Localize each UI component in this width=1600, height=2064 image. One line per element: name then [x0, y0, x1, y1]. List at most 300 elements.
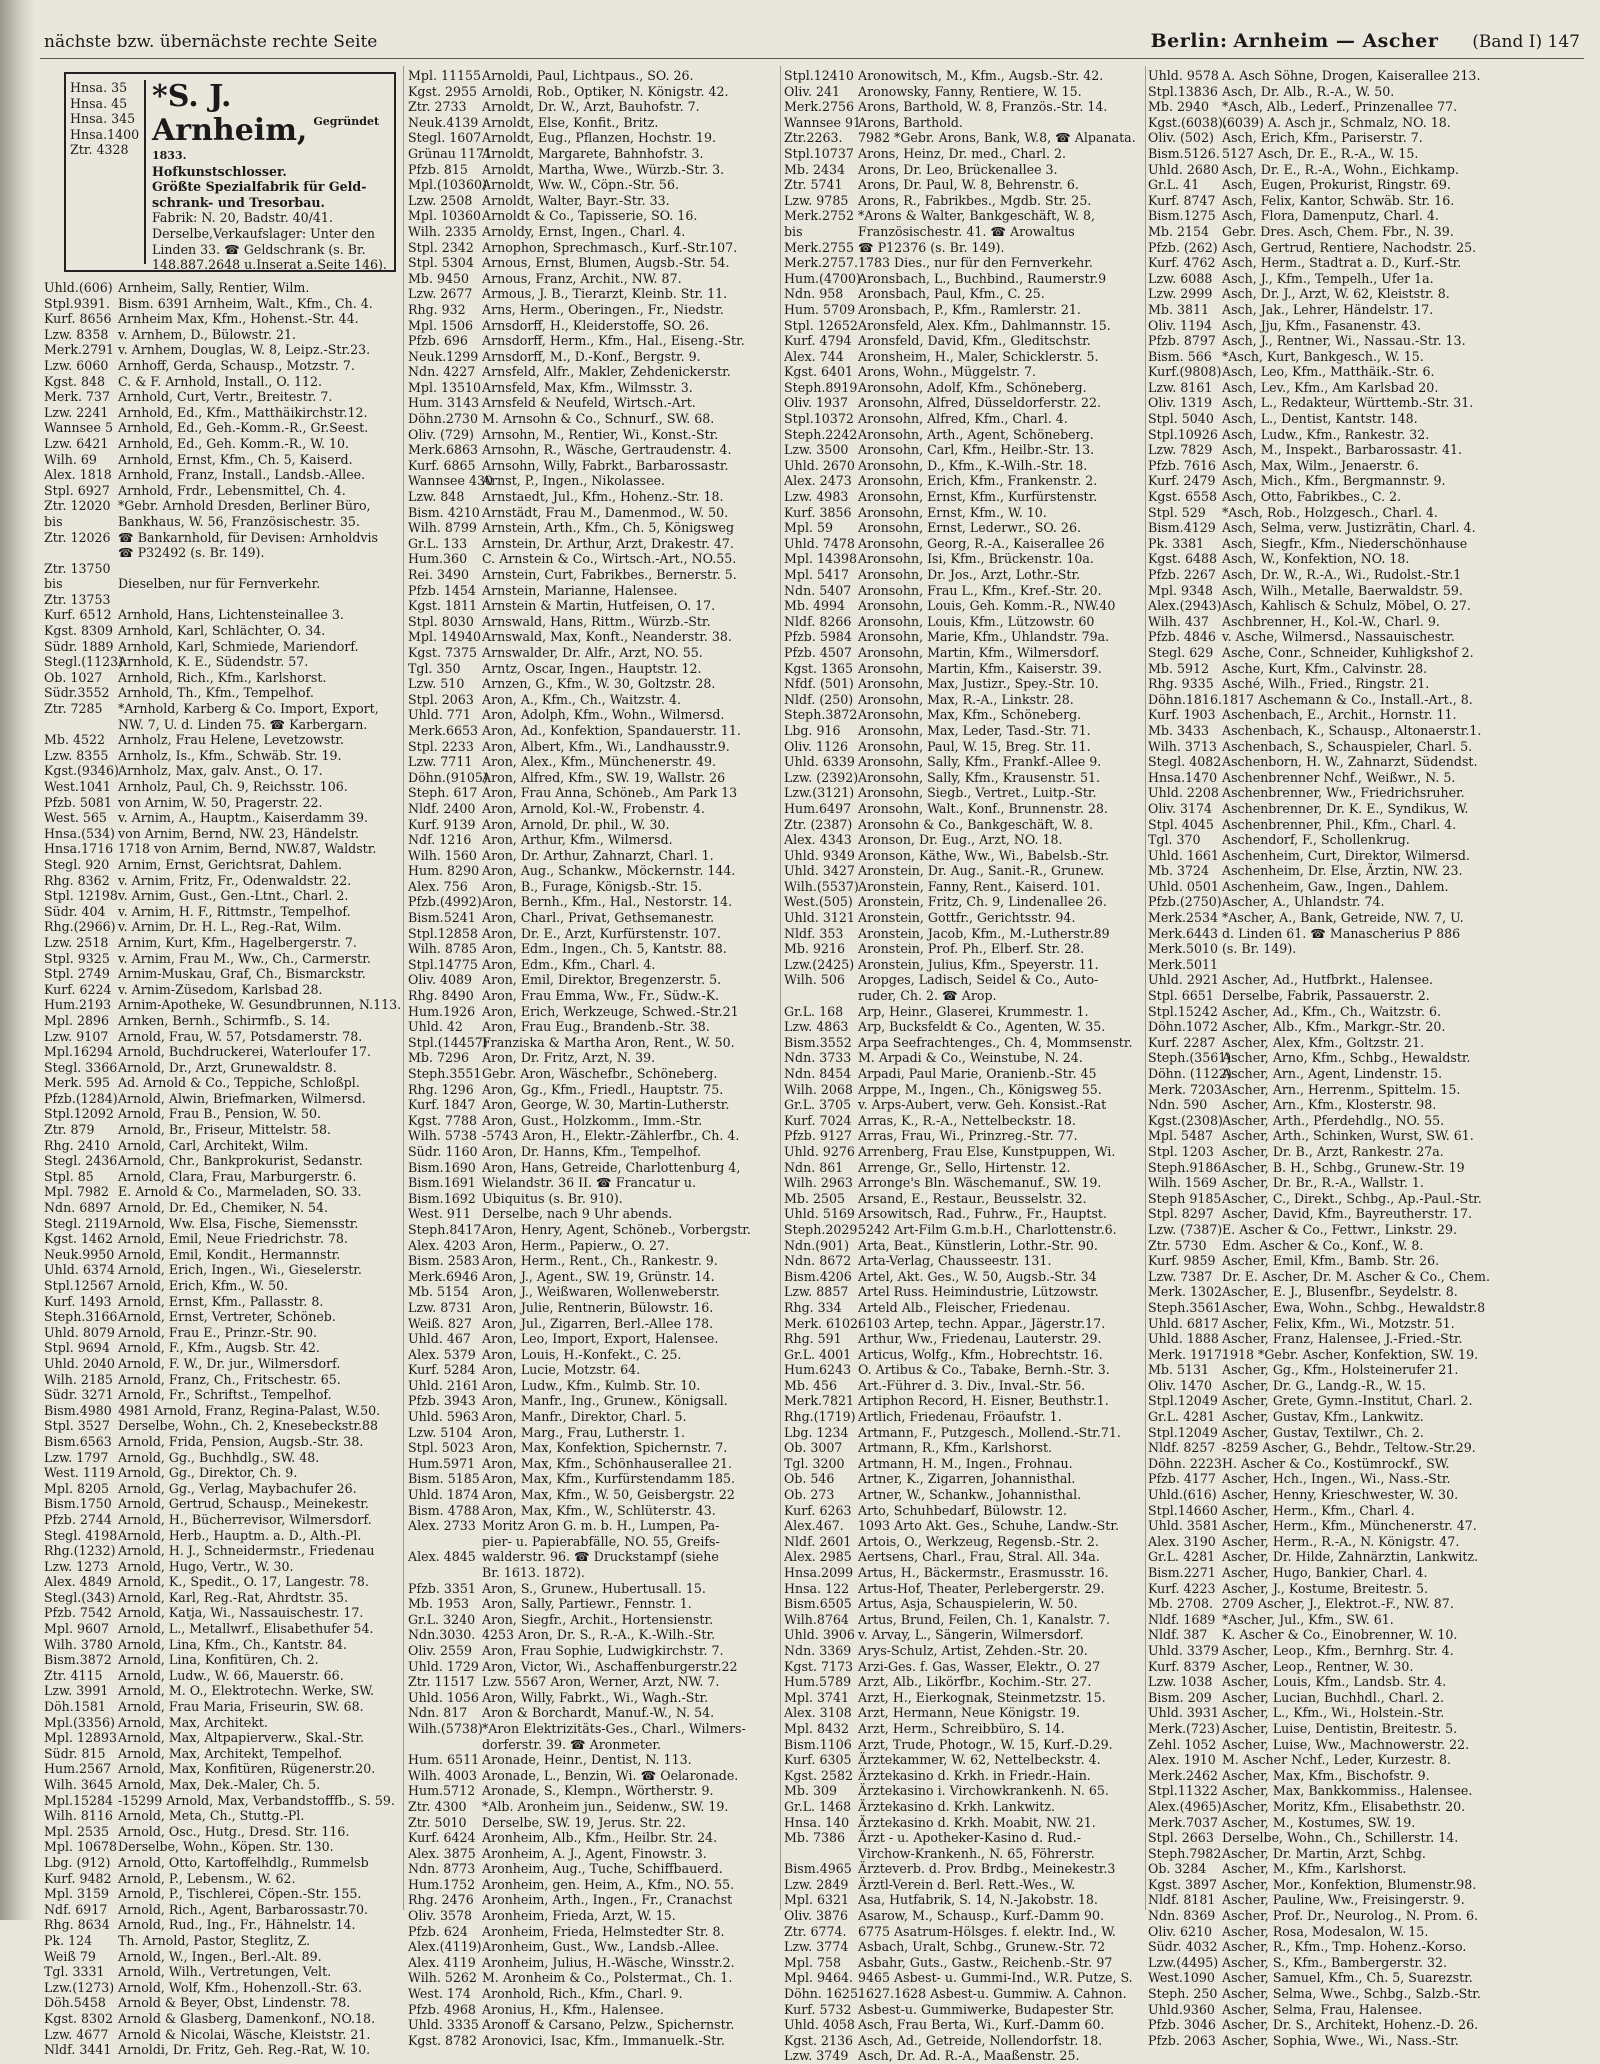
directory-entry: [408, 1222, 776, 1238]
entry-phone-code: Lzw. (7387): [1148, 1221, 1223, 1237]
entry-text: Arnoldi, Dr. Fritz, Geh. Reg.-Rat, W. 10.: [118, 2042, 371, 2058]
entry-text: 4981 Arnold, Franz, Regina-Palast, W.50.: [118, 1402, 381, 1418]
directory-entry: [784, 380, 1144, 396]
entry-phone-code: Oliv. (502): [1148, 130, 1214, 146]
entry-phone-code: Kurf. 1903: [1148, 707, 1216, 723]
entry-text: Arnold, Frau, W. 57, Potsdamerstr. 78.: [118, 1028, 363, 1044]
directory-entry: [408, 1004, 776, 1020]
entry-phone-code: Mb. 7386: [784, 1830, 846, 1846]
entry-text: Ascher, M., Kfm., Karlshorst.: [1222, 1861, 1407, 1877]
ad-founded: Gegründet 1833.: [152, 115, 380, 162]
entry-phone-code: West. 565: [44, 810, 107, 826]
entry-text: Aschenbrenner Nchf., Weißwr., N. 5.: [1222, 769, 1456, 785]
entry-phone-code: Pfzb. 5984: [784, 629, 852, 645]
entry-phone-code: Nldf. 353: [784, 925, 844, 941]
entry-text: Arnheim, Sally, Rentier, Wilm.: [118, 280, 310, 295]
entry-phone-code: Wannsee 91: [784, 114, 861, 130]
entry-text: Ascher, Emil, Kfm., Bamb. Str. 26.: [1222, 1253, 1440, 1269]
entry-phone-code: Nldf. 3441: [44, 2042, 112, 2058]
entry-phone-code: Stpl.10372: [784, 411, 854, 427]
entry-text: Ärztekasino d. Krkh. in Friedr.-Hain.: [858, 1767, 1091, 1783]
entry-phone-code: Bism. 566: [1148, 348, 1212, 364]
entry-text: Arnoldt, Walter, Bayr.-Str. 33.: [482, 192, 670, 208]
directory-entry: [1148, 395, 1584, 411]
entry-phone-code: Wilh.(5738): [408, 1720, 483, 1736]
entry-phone-code: Bism. 4210: [408, 504, 480, 520]
entry-text: Aron, Herm., Rent., Ch., Rankestr. 9.: [482, 1253, 718, 1269]
directory-entry: [408, 505, 776, 521]
entry-phone-code: Stegl. 2436: [44, 1153, 118, 1169]
ad-phone: Hnsa. 35: [70, 80, 128, 95]
entry-text: Aronsbach, Paul, Kfm., C. 25.: [858, 286, 1045, 302]
entry-text: Aronsohn, Alfred, Düsseldorferstr. 22.: [858, 395, 1102, 411]
entry-phone-code: Uhld. 5963: [408, 1409, 479, 1425]
directory-entry: [1148, 2002, 1584, 2018]
entry-phone-code: Lzw. 1797: [44, 1449, 109, 1465]
entry-phone-code: Ndn. 8454: [784, 1066, 852, 1081]
entry-phone-code: Wilh. 4003: [408, 1767, 477, 1783]
entry-phone-code: Hum.1752: [408, 1876, 476, 1892]
entry-text: Ascher, Dr. S., Architekt, Hohenz.-D. 26.: [1222, 2017, 1479, 2033]
entry-phone-code: Kurf. 8656: [44, 311, 112, 327]
directory-entry: [784, 1238, 1144, 1254]
entry-text: Aronsohn, Marie, Kfm., Uhlandstr. 79a.: [858, 629, 1110, 645]
directory-entry: [408, 473, 776, 489]
directory-entry: [408, 1643, 776, 1659]
entry-text: Ascher, Moritz, Kfm., Elisabethstr. 20.: [1222, 1798, 1466, 1814]
directory-entry: [1148, 1643, 1584, 1659]
entry-phone-code: Stpl. 12652: [784, 317, 858, 333]
entry-text: Arnhold, K. E., Südendstr. 57.: [118, 654, 309, 670]
entry-phone-code: Stpl.13836: [1148, 83, 1218, 99]
header-rule: [40, 58, 1584, 59]
entry-phone-code: Kgst. 8782: [408, 2032, 478, 2048]
directory-entry: [784, 2033, 1144, 2049]
entry-phone-code: Oliv. 241: [784, 83, 841, 99]
directory-entry: [784, 1752, 1144, 1768]
entry-text: Arnold, Wolf, Kfm., Hohenzoll.-Str. 63.: [118, 1979, 362, 1995]
entry-text: Aronheim, Frieda, Helmstedter Str. 8.: [482, 1923, 725, 1939]
directory-entry: [408, 1815, 776, 1831]
entry-text: Aron, Dr. E., Arzt, Kurfürstenstr. 107.: [482, 925, 721, 941]
entry-text: Arzt, Trude, Photogr., W. 15, Kurf.-D.29.: [858, 1736, 1113, 1752]
directory-entry: [784, 224, 1144, 240]
directory-entry: [1148, 707, 1584, 723]
directory-entry: [1148, 1861, 1584, 1877]
directory-entry: [784, 458, 1144, 474]
entry-text: C. Arnstein & Co., Wirtsch.-Art., NO.55.: [482, 551, 737, 567]
entry-phone-code: Mb. 5131: [1148, 1362, 1210, 1378]
entry-phone-code: Mpl. 2535: [44, 1823, 110, 1839]
entry-phone-code: Wilh. 1560: [408, 847, 477, 863]
entry-phone-code: Uhld. 3906: [784, 1627, 855, 1643]
entry-phone-code: Lzw. 8731: [408, 1299, 473, 1315]
directory-entry: [44, 1824, 400, 1840]
entry-phone-code: Döhn.1072: [1148, 1019, 1218, 1035]
entry-phone-code: Hum. 3143: [408, 395, 480, 411]
directory-entry: [784, 177, 1144, 193]
entry-text: Artmann, H. M., Ingen., Frohnau.: [858, 1455, 1073, 1471]
entry-text: Arpadi, Paul Marie, Oranienb.-Str. 45: [858, 1066, 1097, 1081]
entry-phone-code: Uhld. 9276: [784, 1143, 855, 1159]
entry-phone-code: Alex. 1910: [1148, 1752, 1216, 1768]
entry-phone-code: Gr.L. 3240: [408, 1611, 476, 1627]
entry-phone-code: Südr.3552: [44, 685, 110, 701]
entry-phone-code: Alex. 4845: [408, 1549, 476, 1565]
directory-entry: [784, 941, 1144, 957]
directory-entry: [44, 1122, 400, 1138]
entry-phone-code: Oliv. 6210: [1148, 1923, 1213, 1939]
directory-entry: [408, 1565, 776, 1581]
entry-phone-code: Ztr. 11517: [408, 1674, 475, 1690]
entry-phone-code: Uhld. 6817: [1148, 1315, 1219, 1331]
entry-text: Asch, Kahlisch & Schulz, Möbel, O. 27.: [1222, 598, 1471, 614]
entry-text: Arnoldt, Eug., Pflanzen, Hochstr. 19.: [482, 130, 716, 146]
directory-entry: [408, 972, 776, 988]
entry-text: Aronsohn, Sally, Kfm., Krausenstr. 51.: [858, 769, 1101, 785]
entry-phone-code: Wilh. 8116: [44, 1808, 113, 1824]
entry-text: Aronson, Dr. Eug., Arzt, NO. 18.: [858, 832, 1063, 848]
entry-phone-code: Steph.(3561): [1148, 1050, 1232, 1066]
entry-text: Asbahr, Guts., Gastw., Reichenb.-Str. 97: [858, 1954, 1113, 1970]
entry-phone-code: Hum.1926: [408, 1003, 476, 1019]
entry-text: Derselbe, Wohn., Ch. 2, Knesebeckstr.88: [118, 1418, 378, 1434]
entry-text: NW. 7, U. d. Linden 75. ☎ Karbergarn.: [118, 716, 368, 732]
directory-entry: [408, 1144, 776, 1160]
entry-text: Asch, Ad., Getreide, Nollendorfstr. 18.: [858, 2032, 1103, 2048]
entry-text: Arnhold, Franz, Install., Landsb.-Allee.: [118, 467, 366, 483]
entry-phone-code: Merk. 6102.: [784, 1315, 863, 1331]
entry-phone-code: Uhld. 467: [408, 1331, 471, 1347]
entry-phone-code: Steph.3551: [408, 1066, 482, 1081]
directory-entry: [408, 770, 776, 786]
directory-entry: [784, 1908, 1144, 1924]
entry-text: Derselbe, Wohn., Ch., Schillerstr. 14.: [1222, 1830, 1459, 1846]
entry-text: Arnhoff, Gerda, Schausp., Motzstr. 7.: [118, 357, 355, 373]
entry-text: Aron, Leo, Import, Export, Halensee.: [482, 1331, 719, 1347]
entry-phone-code: Mb. 4994: [784, 598, 846, 614]
entry-text: v. Arps-Aubert, verw. Geh. Konsist.-Rat: [858, 1097, 1107, 1113]
entry-phone-code: Ndn. 5407: [784, 582, 852, 598]
entry-text: Arnold, Katja, Wi., Nassauischestr. 17.: [118, 1605, 364, 1621]
column-1-entries: [44, 280, 400, 2058]
entry-text: Asch, Jak., Lehrer, Händelstr. 17.: [1222, 301, 1434, 317]
entry-text: Aronsbach, L., Buchbind., Raumerstr.9: [858, 270, 1107, 286]
entry-phone-code: Mpl. 10678: [44, 1839, 118, 1855]
entry-text: Asarow, M., Schausp., Kurf.-Damm 90.: [858, 1908, 1105, 1924]
entry-text: Ascher, C., Direkt., Schbg., Ap.-Paul.-Str.: [1222, 1190, 1482, 1206]
entry-phone-code: Uhld. 2161: [408, 1377, 479, 1393]
entry-phone-code: Lzw. 7829: [1148, 442, 1213, 458]
entry-text: Gebr. Dres. Asch, Chem. Fbr., N. 39.: [1222, 223, 1454, 239]
entry-phone-code: Uhld. 1056: [408, 1689, 479, 1705]
entry-phone-code: Lbg. 1234: [784, 1424, 849, 1440]
entry-text: Artois, O., Werkzeug, Regensb.-Str. 2.: [858, 1533, 1099, 1549]
entry-phone-code: Merk.2534: [1148, 910, 1219, 926]
directory-entry: [44, 1029, 400, 1045]
entry-text: Armous, J. B., Tierarzt, Kleinb. Str. 11.: [482, 286, 728, 302]
directory-entry: [44, 1340, 400, 1356]
directory-entry: [1148, 1175, 1584, 1191]
directory-entry: [408, 318, 776, 334]
entry-phone-code: Ndn. 8369: [1148, 1908, 1216, 1924]
entry-phone-code: Alex. 1818: [44, 467, 112, 483]
directory-entry: [784, 1861, 1144, 1877]
entry-phone-code: Uhld. 3581: [1148, 1518, 1219, 1534]
directory-entry: [44, 1496, 400, 1512]
directory-entry: [408, 255, 776, 271]
entry-phone-code: Hum. 8290: [408, 863, 480, 879]
entry-text: Arnold, Frau B., Pension, W. 50.: [118, 1106, 321, 1122]
directory-entry: [1148, 1737, 1584, 1753]
directory-entry: [408, 894, 776, 910]
entry-phone-code: Alex.467.: [784, 1518, 844, 1534]
entry-text: Arzt, Herm., Schreibbüro, S. 14.: [858, 1720, 1065, 1736]
directory-entry: [784, 2048, 1144, 2064]
entry-text: Aron & Borchardt, Manuf.-W., N. 54.: [482, 1705, 715, 1721]
directory-entry: [408, 1705, 776, 1721]
entry-phone-code: Rhg. 8362: [44, 872, 110, 888]
directory-entry: [784, 2017, 1144, 2033]
entry-text: Arnold, Ernst, Vertreter, Schöneb.: [118, 1309, 336, 1325]
entry-phone-code: Oliv. 3876: [784, 1908, 849, 1924]
entry-text: Arnold, Max, Architekt.: [118, 1714, 268, 1730]
entry-text: Aron, J., Agent., SW. 19, Grünstr. 14.: [482, 1268, 715, 1284]
entry-text: Ascher, Max, Bankkommiss., Halensee.: [1222, 1783, 1473, 1799]
entry-phone-code: Stegl.(1123): [44, 654, 124, 670]
entry-phone-code: Merk.2752: [784, 208, 855, 224]
directory-entry: [784, 1892, 1144, 1908]
entry-phone-code: Kurf. 4762: [1148, 255, 1216, 271]
directory-entry: [1148, 536, 1584, 552]
directory-entry: [408, 1066, 776, 1082]
directory-entry: [1148, 442, 1584, 458]
directory-entry: [1148, 364, 1584, 380]
entry-phone-code: Ztr. 4300: [408, 1798, 467, 1814]
directory-entry: [408, 1082, 776, 1098]
entry-text: Br. 1613. 1872).: [482, 1565, 585, 1580]
entry-phone-code: Bism.3552: [784, 1034, 852, 1050]
entry-phone-code: Uhld. 3427: [784, 863, 855, 879]
directory-entry: [44, 951, 400, 967]
directory-entry: [44, 498, 400, 514]
entry-phone-code: Uhld. 3379: [1148, 1642, 1219, 1658]
entry-text: M. Arnsohn & Co., Schnurf., SW. 68.: [482, 411, 715, 427]
directory-entry: [44, 1980, 400, 1996]
directory-entry: [44, 1091, 400, 1107]
directory-entry: [44, 1855, 400, 1871]
directory-entry: [44, 1231, 400, 1247]
entry-phone-code: Kgst. 6558: [1148, 489, 1218, 505]
directory-entry: [408, 1970, 776, 1986]
entry-text: Aronsohn, Paul, W. 15, Breg. Str. 11.: [858, 738, 1091, 754]
entry-text: Arnsdorff, M., D.-Konf., Bergstr. 9.: [482, 348, 701, 364]
entry-text: Aronsohn, Walt., Konf., Brunnenstr. 28.: [858, 800, 1108, 816]
entry-text: Arnstaedt, Jul., Kfm., Hohenz.-Str. 18.: [482, 489, 724, 505]
entry-phone-code: Nldf. 2601: [784, 1533, 852, 1549]
entry-text: v. Arnim-Züsedom, Karlsbad 28.: [118, 981, 323, 997]
entry-text: Aschenheim, Gaw., Ingen., Dahlem.: [1222, 878, 1449, 894]
entry-phone-code: Alex. 2473: [784, 473, 852, 489]
entry-text: Arnold, Max, Architekt, Tempelhof.: [118, 1745, 343, 1761]
directory-entry: [784, 785, 1144, 801]
entry-text: von Arnim, W. 50, Pragerstr. 22.: [118, 794, 323, 810]
entry-phone-code: Lzw. 2999: [1148, 286, 1213, 302]
entry-text: Arras, K., R.-A., Nettelbeckstr. 18.: [858, 1112, 1076, 1128]
entry-text: Arnold, Max, Konfitüren, Rügenerstr.20.: [118, 1761, 376, 1777]
directory-entry: [784, 302, 1144, 318]
entry-phone-code: Wilh. 2068: [784, 1081, 853, 1097]
entry-text: Arnold, Dr., Arzt, Grunewaldstr. 8.: [118, 1059, 337, 1075]
directory-entry: [408, 1253, 776, 1269]
directory-entry: [1148, 754, 1584, 770]
entry-phone-code: Kgst. 6401: [784, 364, 854, 380]
entry-text: A. Asch Söhne, Drogen, Kaiserallee 213.: [1222, 68, 1481, 83]
entry-text: Aron, Arnold, Kol.-W., Frobenstr. 4.: [482, 800, 705, 816]
directory-entry: [408, 1347, 776, 1363]
entry-text: Aronsohn, Ernst, Kfm., W. 10.: [858, 504, 1047, 520]
entry-phone-code: Hnsa. 122: [784, 1580, 850, 1596]
entry-text: Derselbe, Wohn., Köpen. Str. 130.: [118, 1839, 334, 1855]
directory-entry: [1148, 1362, 1584, 1378]
entry-text: Aronsohn, Erich, Kfm., Frankenstr. 2.: [858, 473, 1098, 489]
directory-entry: [408, 1191, 776, 1207]
entry-phone-code: Mb. 5912: [1148, 660, 1210, 676]
entry-text: Ascher, Arth., Schinken, Wurst, SW. 61.: [1222, 1128, 1474, 1144]
directory-entry: [784, 598, 1144, 614]
directory-entry: [1148, 1316, 1584, 1332]
directory-entry: [1148, 1581, 1584, 1597]
entry-phone-code: Uhld. 8079: [44, 1324, 115, 1340]
entry-text: Ärztl-Verein d. Berl. Rett.-Wes., W.: [858, 1876, 1076, 1892]
entry-phone-code: Ob. 546: [784, 1471, 835, 1487]
entry-text: Ärztekasino d. Krkh. Moabit, NW. 21.: [858, 1814, 1096, 1830]
entry-phone-code: Döhn.(9105): [408, 769, 488, 785]
entry-phone-code: Bism.4206: [784, 1268, 852, 1284]
entry-phone-code: Lzw. 2508: [408, 192, 473, 208]
entry-phone-code: Mpl. 11155: [408, 68, 482, 83]
entry-phone-code: Pfzb.(2750): [1148, 894, 1222, 910]
entry-text: Aropges, Ladisch, Seidel & Co., Auto-: [858, 972, 1099, 988]
entry-text: Arnold, F. W., Dr. jur., Wilmersdorf.: [118, 1355, 341, 1371]
directory-entry: [1148, 1596, 1584, 1612]
directory-entry: [784, 848, 1144, 864]
entry-phone-code: Mpl. 59: [784, 520, 834, 536]
directory-entry: [784, 68, 1144, 84]
entry-phone-code: Uhld. 2921: [1148, 972, 1219, 988]
directory-entry: [408, 723, 776, 739]
entry-phone-code: Kurf. 8379: [1148, 1658, 1216, 1674]
entry-text: Artmann, R., Kfm., Karlshorst.: [858, 1440, 1053, 1456]
entry-phone-code: Uhld. 3931: [1148, 1705, 1219, 1721]
entry-phone-code: Ndn. 3369: [784, 1642, 852, 1658]
entry-phone-code: Alex. 2985: [784, 1549, 852, 1565]
directory-entry: [408, 1861, 776, 1877]
entry-phone-code: Kgst. 7173: [784, 1658, 854, 1674]
directory-entry: [408, 785, 776, 801]
entry-text: 5127 Asch, Dr. E., R.-A., W. 15.: [1222, 145, 1419, 161]
entry-text: Dr. E. Ascher, Dr. M. Ascher & Co., Chem.: [1222, 1268, 1490, 1284]
entry-phone-code: Gr.L. 133: [408, 535, 468, 551]
entry-phone-code: Stegl. 4198: [44, 1527, 118, 1543]
entry-phone-code: Uhld. 2208: [1148, 785, 1219, 801]
entry-phone-code: Pfzb. 3351: [408, 1580, 476, 1596]
entry-phone-code: Ztr. 12020: [44, 498, 111, 514]
entry-text: Arzt, H., Eierkognak, Steinmetzstr. 15.: [858, 1689, 1106, 1705]
entry-text: Asch, J., Rentner, Wi., Nassau.-Str. 13.: [1222, 333, 1466, 349]
entry-text: Aronheim, Julius, H.-Wäsche, Winsstr.2.: [482, 1954, 735, 1970]
directory-entry: [408, 1113, 776, 1129]
entry-phone-code: Pfzb. (262): [1148, 239, 1218, 255]
entry-phone-code: Uhld. 9349: [784, 847, 855, 863]
directory-entry: [408, 99, 776, 115]
directory-entry: [784, 99, 1144, 115]
entry-phone-code: Stpl. 12198: [44, 888, 118, 904]
entry-text: Asbach, Uralt, Schbg., Grunew.-Str. 72: [858, 1939, 1106, 1955]
directory-entry: [784, 1050, 1144, 1066]
entry-text: Aronheim, Arth., Ingen., Fr., Cranachst: [482, 1892, 733, 1908]
entry-text: v. Arnhem, D., Bülowstr. 21.: [118, 326, 296, 342]
directory-entry: [44, 1605, 400, 1621]
directory-entry: [44, 514, 400, 530]
entry-phone-code: Mb. 3811: [1148, 301, 1210, 317]
entry-phone-code: Mb. 1953: [408, 1596, 470, 1612]
directory-entry: [784, 707, 1144, 723]
directory-entry: [408, 302, 776, 318]
entry-text: M. Arpadi & Co., Weinstube, N. 24.: [858, 1050, 1083, 1066]
entry-phone-code: Uhld. 42: [408, 1019, 463, 1035]
entry-phone-code: Kgst. 6488: [1148, 551, 1218, 567]
directory-entry: [784, 1815, 1144, 1831]
entry-text: Aronsohn, Ernst, Kfm., Kurfürstenstr.: [858, 489, 1098, 505]
entry-text: 1817 Aschemann & Co., Install.-Art., 8.: [1222, 691, 1473, 707]
entry-phone-code: Steph.3166: [44, 1309, 118, 1325]
directory-entry: [408, 240, 776, 256]
entry-phone-code: Hum.360: [408, 551, 468, 567]
entry-text: Arnhold, Curt, Vertr., Breitestr. 7.: [118, 389, 333, 405]
directory-entry: [408, 1097, 776, 1113]
directory-entry: [784, 1487, 1144, 1503]
entry-phone-code: Mb. 4522: [44, 732, 106, 748]
directory-entry: [784, 1877, 1144, 1893]
entry-text: Arnhold, Ed., Geh. Komm.-R., W. 10.: [118, 435, 349, 451]
directory-entry: [408, 1955, 776, 1971]
directory-entry: [408, 676, 776, 692]
entry-text: H. Ascher & Co., Kostümrockf., SW.: [1222, 1455, 1450, 1471]
directory-entry: [44, 1356, 400, 1372]
entry-phone-code: Ndn. 590: [1148, 1097, 1208, 1113]
header-range: Arnheim — Ascher: [1233, 30, 1439, 52]
entry-text: Arnsohn, M., Rentier, Wi., Konst.-Str.: [482, 426, 719, 442]
entry-text: v. Arnim, Dr. H. L., Reg.-Rat, Wilm.: [118, 919, 342, 935]
entry-phone-code: Pfzb.(1284): [44, 1090, 118, 1106]
directory-entry: [408, 1393, 776, 1409]
entry-text: Arons, Heinz, Dr. med., Charl. 2.: [858, 145, 1067, 161]
directory-entry: [408, 1206, 776, 1222]
directory-entry: [784, 442, 1144, 458]
entry-phone-code: Uhld. 4058: [784, 2017, 855, 2033]
entry-text: dorferstr. 39. ☎ Aronmeter.: [482, 1736, 662, 1752]
entry-phone-code: Merk. 737: [44, 389, 111, 405]
directory-entry: [784, 957, 1144, 973]
entry-phone-code: Bism.3872: [44, 1652, 112, 1668]
directory-entry: [784, 723, 1144, 739]
directory-entry: [408, 411, 776, 427]
entry-phone-code: Hnsa.1716: [44, 841, 114, 857]
directory-entry: [408, 754, 776, 770]
entry-phone-code: Lzw.(1273): [44, 1979, 115, 1995]
entry-text: Franziska & Martha Aron, Rent., W. 50.: [482, 1034, 735, 1050]
